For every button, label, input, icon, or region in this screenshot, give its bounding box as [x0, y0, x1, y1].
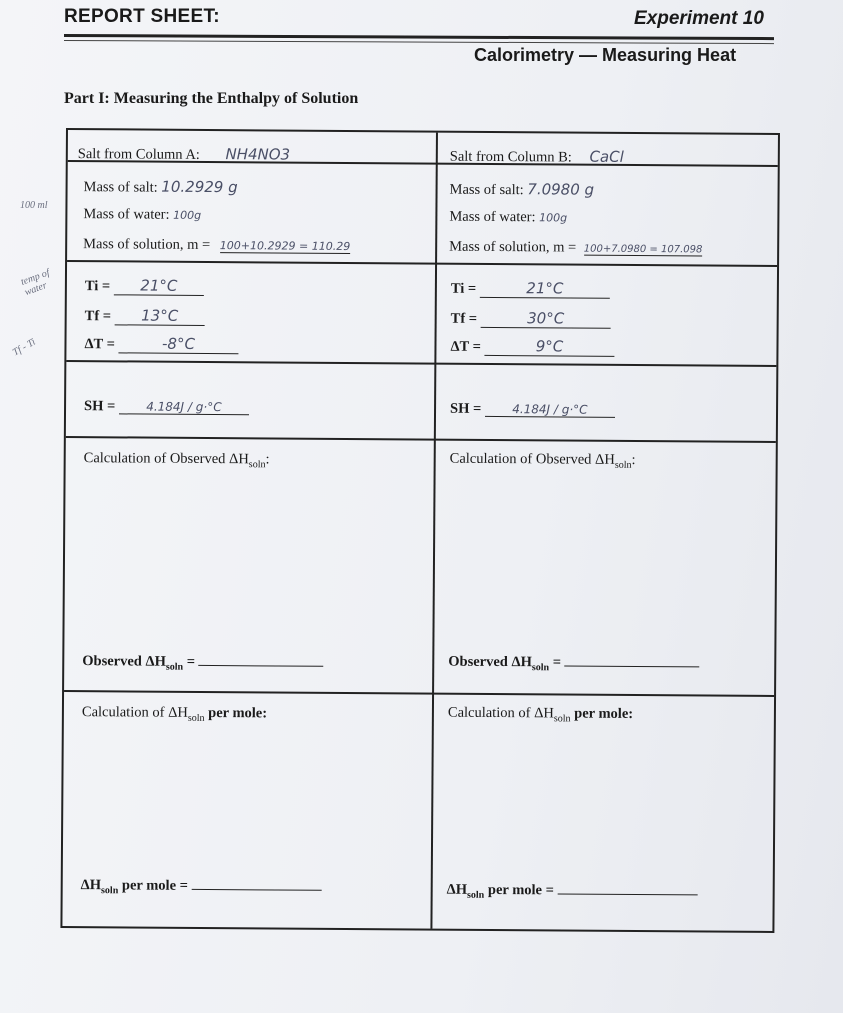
mass-solution-a-label: Mass of solution, m = [83, 236, 211, 254]
sh-b-row [450, 401, 615, 419]
mass-water-b-value[interactable]: 100g [539, 211, 568, 225]
equals: = [183, 653, 196, 670]
row-divider [64, 690, 774, 697]
report-title: REPORT SHEET: [64, 6, 220, 27]
sh-b-label: SH = [449, 400, 482, 417]
observed-a-blank[interactable] [199, 651, 324, 667]
mass-water-a-label: Mass of water: [83, 206, 170, 223]
dt-b-label: ΔT = [450, 338, 481, 355]
tf-b-row [451, 309, 611, 329]
calc-observed-b-label: Calculation of Observed ΔH [449, 450, 615, 468]
salt-a-row [78, 144, 290, 164]
tf-b-label: Tf = [450, 310, 478, 327]
dt-b-row [450, 337, 614, 357]
sh-a-label: SH = [84, 398, 116, 415]
ti-a-value[interactable]: 21°C [114, 276, 204, 296]
calc-per-mole-a-label: Calculation of ΔH [81, 704, 188, 721]
calc-observed-b [450, 451, 636, 471]
mass-salt-a-value[interactable]: 10.2929 g [161, 177, 238, 197]
mass-solution-b-label: Mass of solution, m = [449, 238, 577, 256]
mass-solution-a-row [83, 236, 350, 255]
margin-note-temp: temp of water [19, 267, 52, 299]
margin-note-volume: 100 ml [20, 200, 48, 211]
sh-b-value[interactable]: 4.184J / g·°C [485, 402, 615, 418]
observed-b [448, 651, 700, 675]
equals: = [549, 654, 562, 671]
dt-a-label: ΔT = [84, 336, 115, 353]
mass-salt-b-row [450, 180, 595, 200]
soln-subscript: soln [187, 712, 205, 724]
tf-a-row [85, 306, 205, 326]
calc-per-mole-b [448, 705, 633, 725]
salt-a-label: Salt from Column A: [77, 146, 200, 163]
mass-water-a-row [83, 206, 201, 224]
per-mole-a-label: ΔH [80, 877, 102, 894]
per-mole-b [447, 879, 698, 903]
row-divider [66, 436, 776, 443]
salt-b-value[interactable]: CaCl [589, 147, 624, 166]
soln-subscript: soln [101, 885, 119, 897]
soln-subscript: soln [248, 459, 266, 471]
ti-a-label: Ti = [84, 278, 111, 295]
calc-observed-a-label: Calculation of Observed ΔH [83, 450, 249, 468]
per-mole-a-blank[interactable] [192, 875, 322, 891]
data-table [60, 128, 780, 933]
mass-water-a-value[interactable]: 100g [173, 208, 202, 222]
observed-b-blank[interactable] [565, 651, 700, 667]
calc-per-mole-a [82, 704, 267, 724]
calc-observed-a [84, 450, 270, 470]
salt-a-value[interactable]: NH4NO3 [225, 145, 291, 164]
colon: : [631, 451, 636, 468]
per-mole-suffix: per mole: [570, 705, 634, 722]
soln-subscript: soln [531, 662, 550, 674]
dt-a-row [84, 334, 238, 354]
calc-per-mole-b-label: Calculation of ΔH [447, 704, 554, 722]
soln-subscript: soln [165, 661, 184, 673]
mass-salt-a-label: Mass of salt: [83, 179, 158, 196]
sh-a-row [84, 398, 249, 416]
salt-b-row [450, 147, 624, 167]
soln-subscript: soln [553, 713, 571, 725]
mass-water-b-label: Mass of water: [449, 208, 536, 226]
per-mole-b-blank[interactable] [558, 879, 698, 895]
dt-a-value[interactable]: -8°C [118, 334, 238, 354]
tf-a-label: Tf = [84, 308, 112, 325]
observed-a [82, 650, 324, 674]
observed-b-label: Observed ΔH [448, 653, 532, 671]
mass-solution-b-value[interactable]: 100+7.0980 = 107.098 [583, 243, 703, 256]
tf-a-value[interactable]: 13°C [115, 306, 205, 326]
ti-a-row [85, 276, 204, 296]
ti-b-label: Ti = [450, 280, 477, 297]
salt-b-label: Salt from Column B: [449, 148, 572, 166]
per-mole-a [81, 874, 322, 898]
part-heading: Part I: Measuring the Enthalpy of Solution [64, 90, 359, 107]
row-divider [66, 360, 776, 367]
soln-subscript: soln [466, 889, 485, 901]
experiment-number: Experiment 10 [634, 8, 764, 29]
mass-water-b-row [449, 209, 567, 227]
mass-salt-b-label: Mass of salt: [449, 181, 524, 199]
ti-b-row [451, 279, 610, 299]
header-rule-thin [64, 40, 774, 44]
per-mole-eq: per mole = [484, 881, 554, 899]
header-rule [64, 34, 774, 40]
per-mole-suffix: per mole: [204, 704, 268, 722]
mass-solution-a-value[interactable]: 100+10.2929 = 110.29 [219, 239, 351, 253]
column-divider [430, 133, 438, 929]
observed-a-label: Observed ΔH [82, 653, 166, 670]
row-divider [67, 260, 777, 267]
mass-salt-a-row [84, 177, 238, 197]
margin-note-delta: Tf - Ti [10, 336, 38, 359]
per-mole-b-label: ΔH [446, 881, 468, 898]
per-mole-eq: per mole = [118, 877, 188, 894]
mass-solution-b-row [449, 239, 702, 258]
dt-b-value[interactable]: 9°C [484, 337, 614, 357]
soln-subscript: soln [614, 459, 632, 471]
tf-b-value[interactable]: 30°C [481, 309, 611, 329]
ti-b-value[interactable]: 21°C [480, 279, 610, 299]
sh-a-value[interactable]: 4.184J / g·°C [119, 399, 249, 415]
colon: : [265, 451, 270, 468]
mass-salt-b-value[interactable]: 7.0980 g [527, 180, 595, 199]
experiment-title: Calorimetry — Measuring Heat [474, 45, 737, 65]
